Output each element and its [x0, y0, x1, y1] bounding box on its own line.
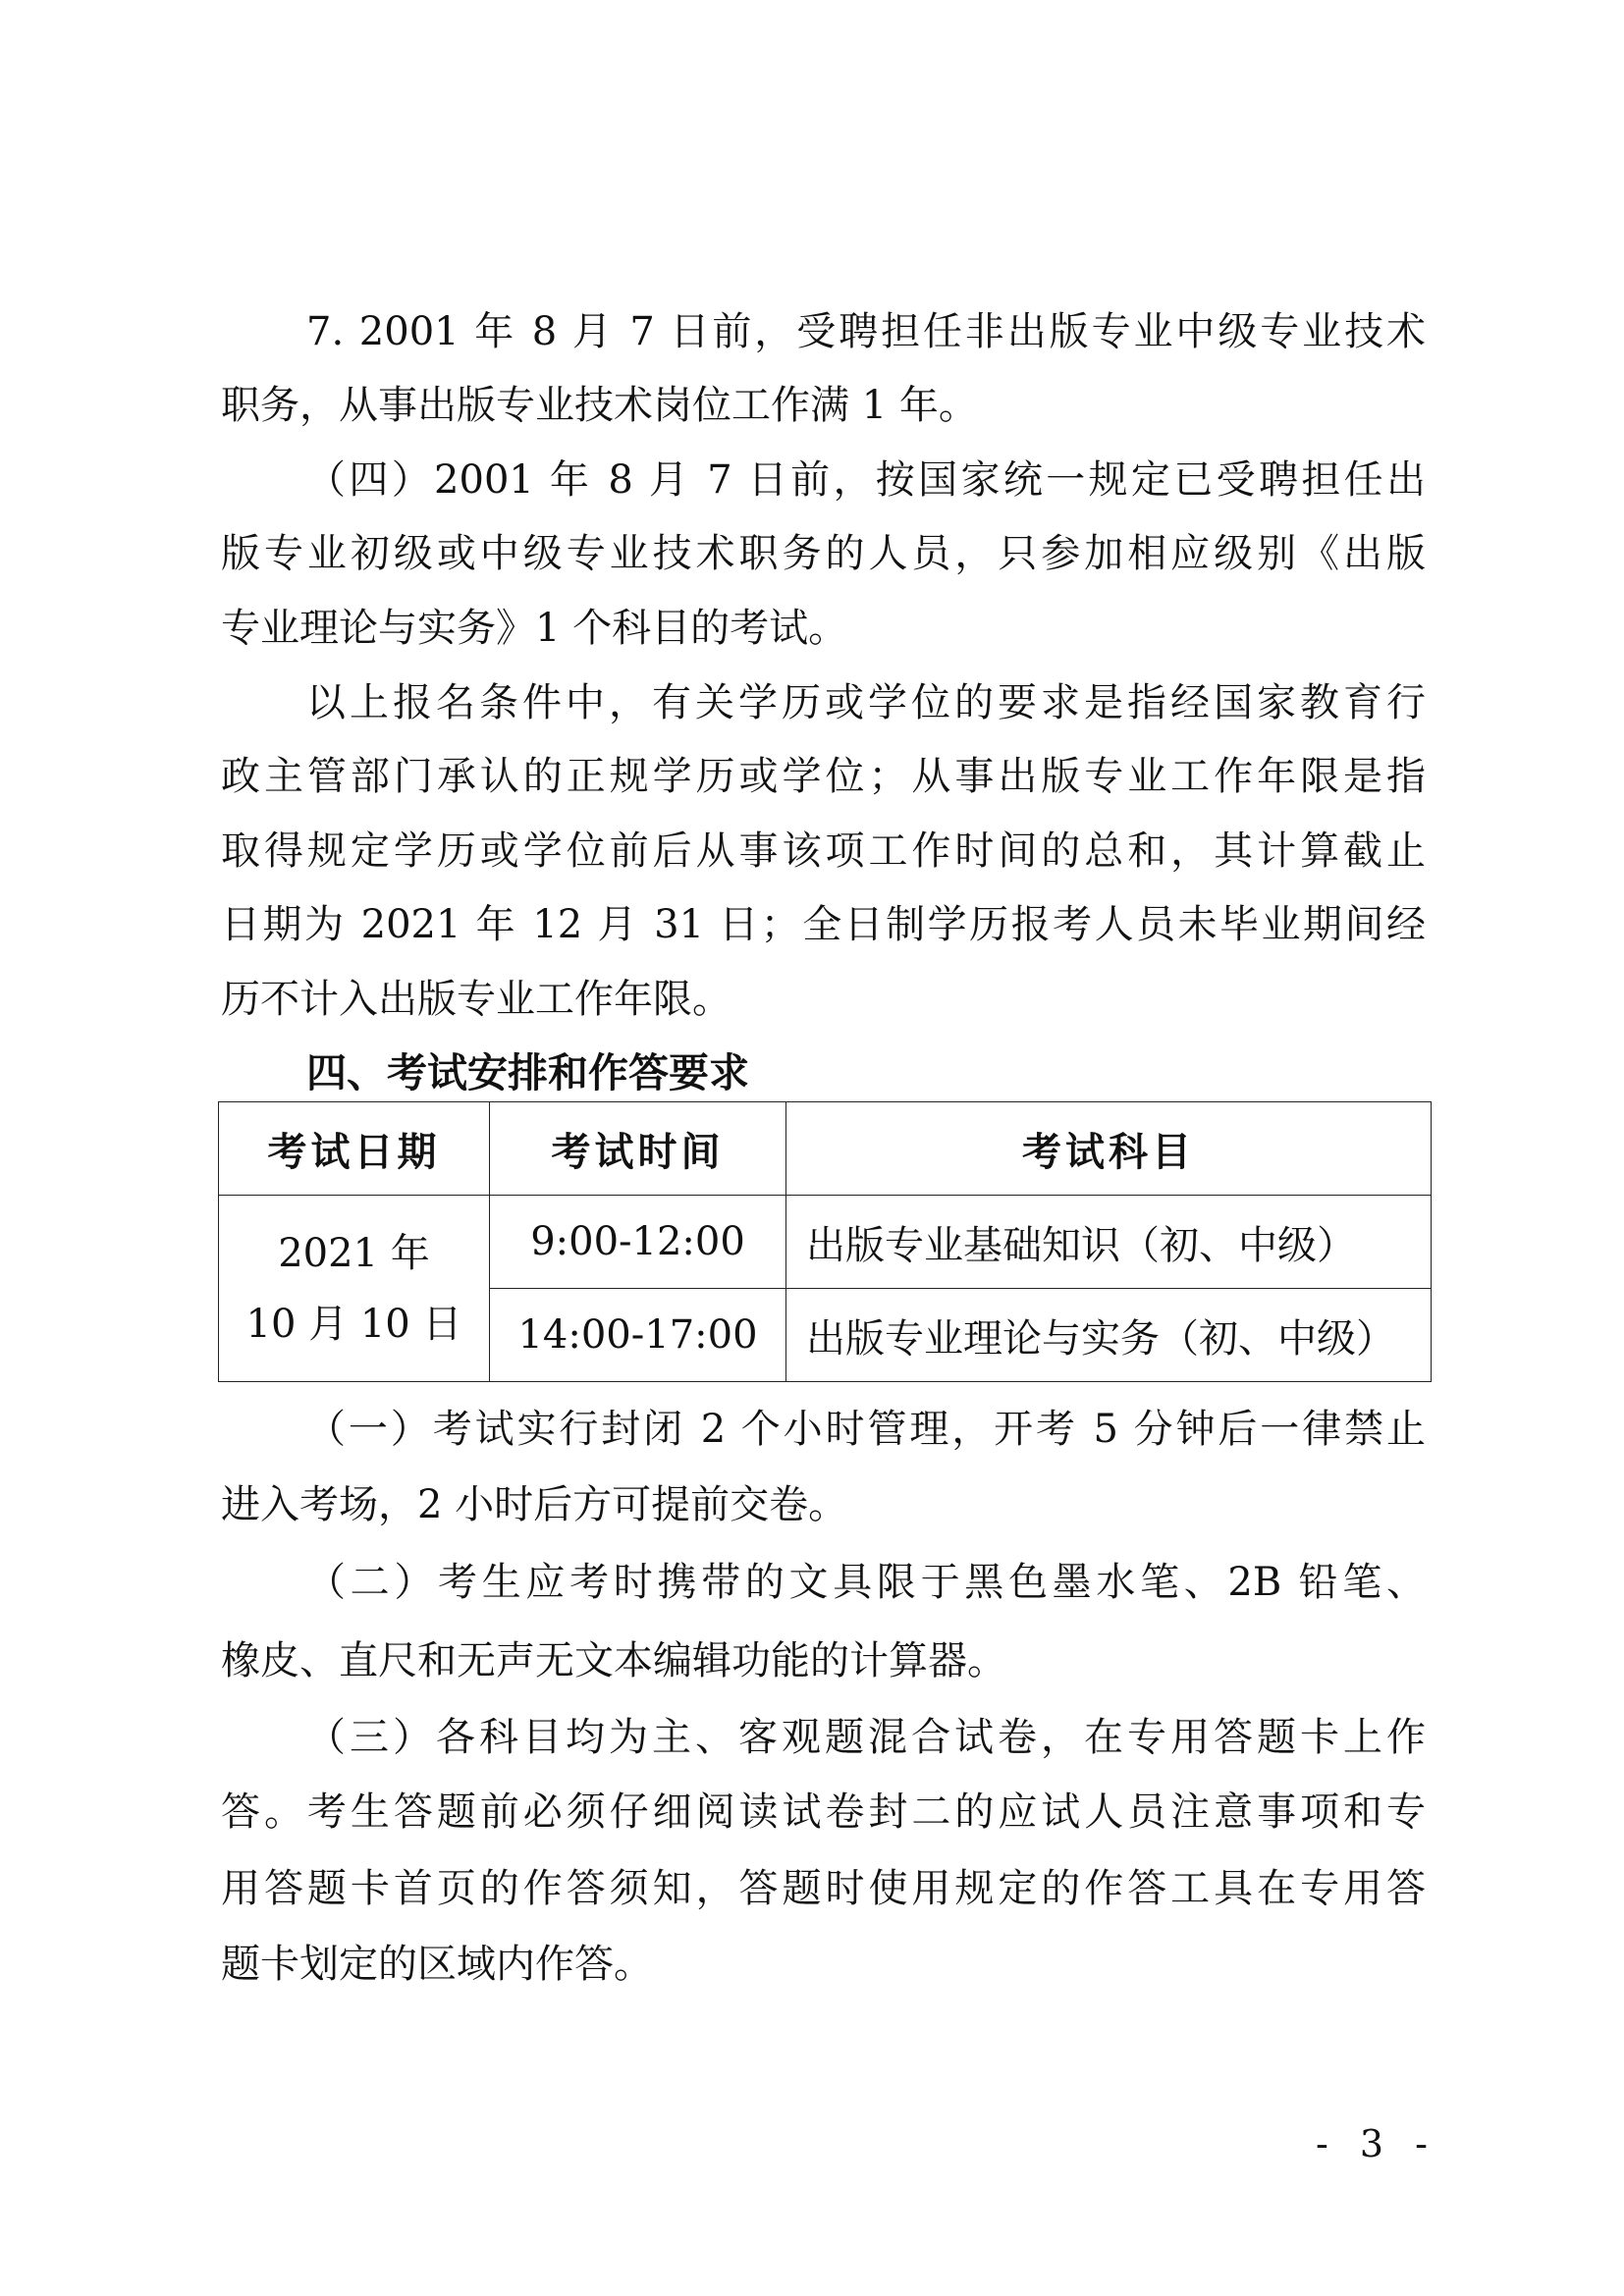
paragraph-line: 历不计入出版专业工作年限。 — [221, 977, 731, 1022]
paragraph-line: （三）各科目均为主、客观题混合试卷，在专用答题卡上作 — [306, 1715, 1426, 1760]
exam-subject: 出版专业基础知识（初、中级） — [786, 1196, 1432, 1289]
paragraph-line: 用答题卡首页的作答须知，答题时使用规定的作答工具在专用答 — [221, 1866, 1426, 1911]
header-time: 考试时间 — [490, 1102, 786, 1196]
paragraph-line: 专业理论与实务》1 个科目的考试。 — [221, 606, 848, 651]
exam-time: 14:00-17:00 — [490, 1289, 786, 1382]
paragraph-line: 7. 2001 年 8 月 7 日前，受聘担任非出版专业中级专业技术 — [306, 309, 1426, 354]
paragraph-line: 版专业初级或中级专业技术职务的人员，只参加相应级别《出版 — [221, 531, 1426, 576]
paragraph-line: 取得规定学历或学位前后从事该项工作时间的总和，其计算截止 — [221, 828, 1426, 874]
exam-date-cell — [219, 1196, 490, 1382]
paragraph-line: 政主管部门承认的正规学历或学位；从事出版专业工作年限是指 — [221, 754, 1426, 799]
paragraph-line: 以上报名条件中，有关学历或学位的要求是指经国家教育行 — [306, 680, 1426, 725]
header-date: 考试日期 — [219, 1102, 490, 1196]
table-header-row — [219, 1102, 1432, 1196]
page-number: - 3 - — [1316, 2122, 1438, 2165]
table-row — [219, 1196, 1432, 1289]
exam-subject: 出版专业理论与实务（初、中级） — [786, 1289, 1432, 1382]
paragraph-line: 日期为 2021 年 12 月 31 日；全日制学历报考人员未毕业期间经 — [221, 902, 1426, 947]
paragraph-line: 进入考场，2 小时后方可提前交卷。 — [221, 1482, 848, 1527]
exam-time: 9:00-12:00 — [490, 1196, 786, 1289]
exam-date-year: 2021 年 — [278, 1230, 430, 1276]
section-heading: 四、考试安排和作答要求 — [306, 1049, 749, 1096]
paragraph-line: 答。考生答题前必须仔细阅读试卷封二的应试人员注意事项和专 — [221, 1789, 1426, 1835]
exam-schedule-table — [218, 1101, 1432, 1382]
paragraph-line: 橡皮、直尺和无声无文本编辑功能的计算器。 — [221, 1638, 1006, 1683]
header-subject: 考试科目 — [786, 1102, 1432, 1196]
paragraph-line: 职务，从事出版专业技术岗位工作满 1 年。 — [221, 383, 978, 428]
exam-date-day: 10 月 10 日 — [245, 1301, 462, 1347]
paragraph-line: 题卡划定的区域内作答。 — [221, 1942, 653, 1987]
paragraph-line: （二）考生应考时携带的文具限于黑色墨水笔、2B 铅笔、 — [306, 1560, 1426, 1605]
paragraph-line: （一）考试实行封闭 2 个小时管理，开考 5 分钟后一律禁止 — [306, 1407, 1426, 1452]
paragraph-line: （四）2001 年 8 月 7 日前，按国家统一规定已受聘担任出 — [306, 457, 1426, 503]
